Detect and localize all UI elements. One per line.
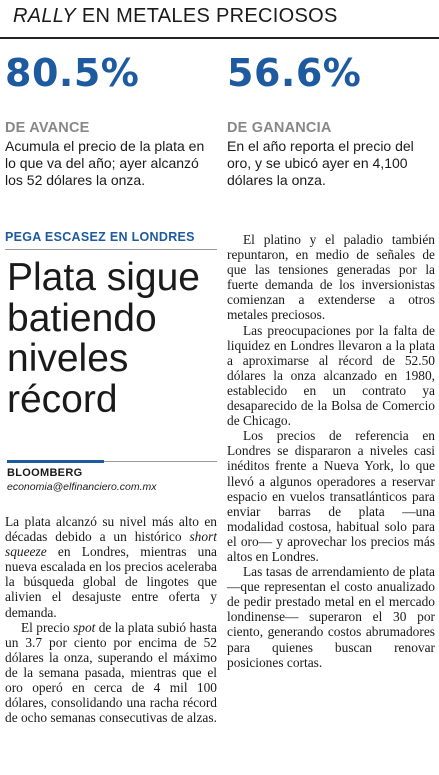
article-kicker: PEGA ESCASEZ EN LONDRES	[5, 230, 195, 244]
article-headline: Plata sigue batiendo niveles récord	[7, 256, 200, 421]
stat-value: 80.5%	[5, 51, 140, 95]
byline-accent-bar	[7, 460, 104, 463]
stat-gold	[227, 50, 437, 189]
section-header	[0, 0, 439, 45]
author-email: economia@elfinanciero.com.mx	[7, 481, 157, 493]
stat-value: 56.6%	[227, 51, 362, 95]
section-title	[13, 5, 338, 28]
body-paragraph: El platino y el paladio también repuntaron, en medio de señales de que las tensiones generadas por la fuerte demanda de los inversionistas comienzan a extenderse a otros metales preciosos.	[227, 232, 435, 323]
article-left-column	[5, 230, 217, 726]
stat-label: DE GANANCIA	[227, 120, 332, 136]
paragraph-emphasis: short squeeze	[5, 529, 217, 560]
body-paragraph: Las tasas de arrendamiento de plata —que representan el costo anualizado de pedir prestado metal en el mercado londinense— superaron el 30 por ciento, generando costos abrumadores para quienes buscan renovar posiciones cortas.	[227, 564, 435, 670]
body-paragraph	[5, 514, 217, 620]
article-body-left	[5, 514, 217, 725]
section-title-italic: RALLY	[13, 5, 77, 27]
kicker-divider	[5, 249, 217, 250]
stat-description: Acumula el precio de la plata en lo que va del año; ayer alcanzó los 52 dólares la onza.	[5, 138, 205, 188]
article-right-column	[227, 232, 435, 670]
paragraph-text: de la plata subió hasta un 3.7 por ciento por encima de 52 dólares la onza, superando el máximo de la semana pasada, mientras que el oro operó en cerca de 4 mil 100 dólares, consolidando una racha récord de ocho semanas consecutivas de alzas.	[5, 619, 217, 726]
paragraph-text: en Londres, mientras una nueva escalada en los precios aceleraba la búsqueda global de lingotes que alivien el desajuste entre oferta y demanda.	[5, 544, 217, 620]
section-title-rest: EN METALES PRECIOSOS	[76, 5, 338, 27]
body-paragraph: Los precios de referencia en Londres se dispararon a niveles casi inéditos frente a Nueva York, lo que llevó a algunos operadores a reservar espacio en vuelos transatlánticos para enviar barras de plata —una modalidad costosa, habitual solo para el oro— y aprovechar los precios más altos en Londres.	[227, 428, 435, 564]
stat-silver	[5, 50, 215, 189]
paragraph-text: El precio	[21, 619, 74, 635]
paragraph-emphasis: spot	[73, 619, 96, 635]
paragraph-text: La plata alcanzó su nivel más alto en décadas debido a un histórico	[5, 514, 217, 545]
body-paragraph	[5, 620, 217, 726]
stat-label: DE AVANCE	[5, 120, 90, 136]
stat-description: En el año reporta el precio del oro, y se ubicó ayer en 4,100 dólares la onza.	[227, 138, 414, 188]
header-divider	[0, 37, 439, 39]
body-paragraph: Las preocupaciones por la falta de liquidez en Londres llevaron a la plata a aproximarse al récord de 52.50 dólares la onza alcanzado en 1980, establecido en un contrato ya desaparecido de la Bolsa de Comercio de Chicago.	[227, 322, 435, 429]
article-byline: BLOOMBERG	[7, 467, 83, 479]
